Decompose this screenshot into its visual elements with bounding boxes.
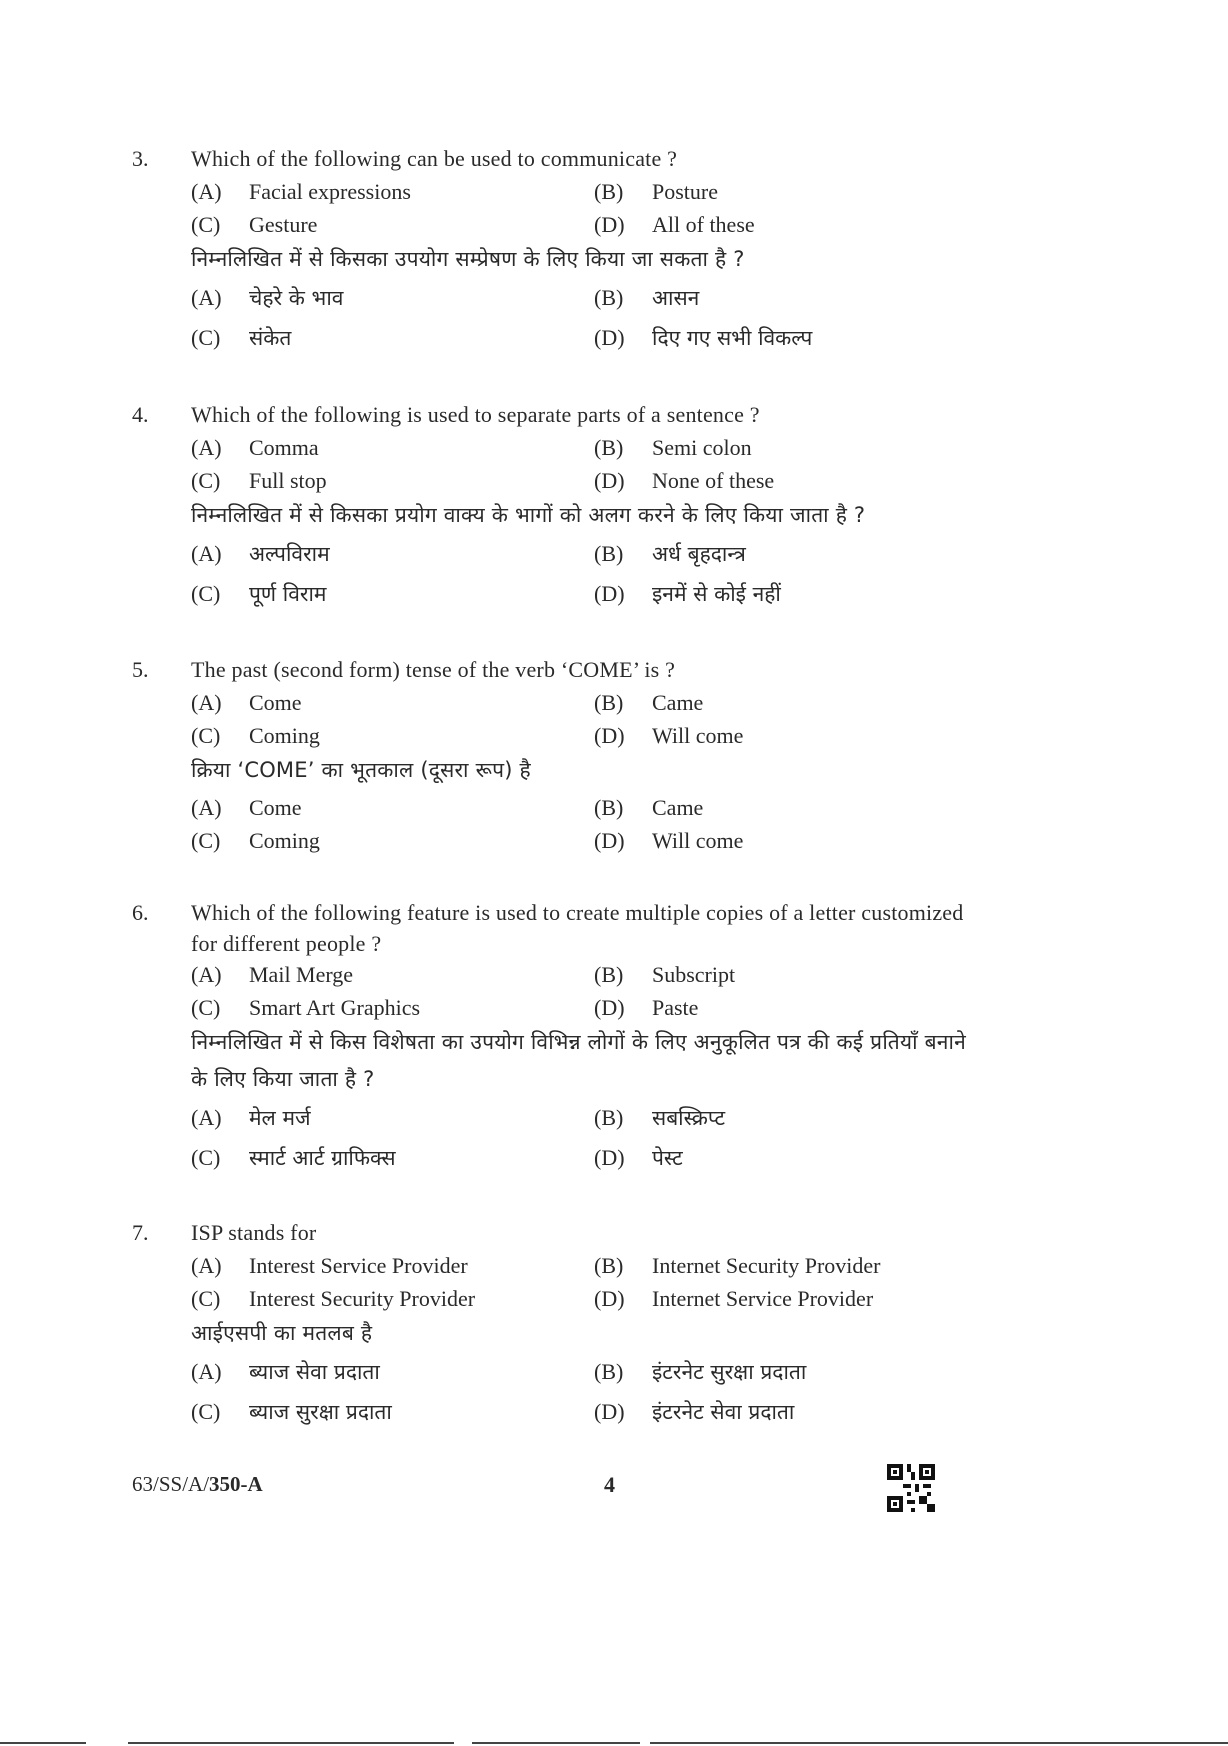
option-a-en bbox=[191, 690, 302, 716]
option-label: (D) bbox=[594, 995, 625, 1020]
option-label: (D) bbox=[594, 1399, 625, 1424]
option-b-en bbox=[594, 179, 718, 205]
option-label: (C) bbox=[191, 1399, 221, 1424]
question-number: 3. bbox=[132, 146, 149, 171]
option-label: (A) bbox=[191, 179, 222, 204]
option-a-en bbox=[191, 179, 411, 205]
option-b-en bbox=[594, 690, 703, 716]
option-text: Internet Service Provider bbox=[652, 1286, 874, 1311]
option-d-hi bbox=[594, 324, 812, 352]
option-label: (C) bbox=[191, 723, 221, 748]
option-label: (D) bbox=[594, 468, 625, 493]
option-label: (C) bbox=[191, 995, 221, 1020]
option-label: (A) bbox=[191, 1359, 222, 1384]
option-b-hi bbox=[594, 1104, 725, 1132]
option-text: चेहरे के भाव bbox=[249, 286, 344, 310]
option-b-hi bbox=[594, 540, 746, 568]
option-c-en bbox=[191, 995, 420, 1021]
question-text-en: ISP stands for bbox=[191, 1220, 317, 1245]
option-label: (B) bbox=[594, 179, 624, 204]
option-text: Semi colon bbox=[652, 435, 752, 460]
page-number: 4 bbox=[604, 1472, 615, 1497]
option-text: Comma bbox=[249, 435, 319, 460]
option-b-hi bbox=[594, 1358, 806, 1386]
option-text: Coming bbox=[249, 828, 320, 853]
option-text: संकेत bbox=[249, 326, 292, 350]
option-text: Coming bbox=[249, 723, 320, 748]
option-c-en bbox=[191, 1286, 475, 1312]
bottom-rule bbox=[650, 1742, 1228, 1744]
option-label: (A) bbox=[191, 435, 222, 460]
option-text: Come bbox=[249, 795, 302, 820]
question-text-hi: निम्नलिखित में से किसका उपयोग सम्प्रेषण के लिए किया जा सकता है ? bbox=[191, 247, 745, 271]
question-text-hi: क्रिया ‘COME’ का भूतकाल (दूसरा रूप) है bbox=[191, 758, 531, 782]
option-label: (C) bbox=[191, 581, 221, 606]
option-text: None of these bbox=[652, 468, 775, 493]
option-label: (D) bbox=[594, 723, 625, 748]
option-text: Came bbox=[652, 795, 704, 820]
question-text-en: for different people ? bbox=[191, 931, 382, 956]
option-text: पूर्ण विराम bbox=[249, 582, 327, 606]
option-d-en bbox=[594, 212, 755, 238]
question-text-hi: आईएसपी का मतलब है bbox=[191, 1321, 373, 1345]
option-label: (D) bbox=[594, 828, 625, 853]
option-c-en bbox=[191, 468, 327, 494]
question-number: 4. bbox=[132, 402, 149, 427]
option-text: अर्ध बृहदान्त्र bbox=[652, 542, 746, 566]
option-label: (A) bbox=[191, 1105, 222, 1130]
option-b-en bbox=[594, 1253, 881, 1279]
option-a-hi bbox=[191, 1104, 311, 1132]
option-b-en bbox=[594, 795, 703, 821]
option-a-en bbox=[191, 962, 353, 988]
option-d-en bbox=[594, 1286, 873, 1312]
option-text: इंटरनेट सेवा प्रदाता bbox=[652, 1400, 795, 1424]
option-a-en bbox=[191, 795, 302, 821]
option-label: (B) bbox=[594, 1105, 624, 1130]
option-label: (B) bbox=[594, 1253, 624, 1278]
option-text: Posture bbox=[652, 179, 718, 204]
option-text: अल्पविराम bbox=[249, 542, 330, 566]
option-text: Came bbox=[652, 690, 704, 715]
question-text-hi: निम्नलिखित में से किस विशेषता का उपयोग विभिन्न लोगों के लिए अनुकूलित पत्र की कई प्रतियाँ बनाने bbox=[191, 1030, 966, 1054]
paper-code-prefix: 63/SS/A/ bbox=[132, 1472, 210, 1496]
option-c-hi bbox=[191, 1398, 392, 1426]
option-text: Interest Service Provider bbox=[249, 1253, 468, 1278]
option-label: (C) bbox=[191, 1145, 221, 1170]
option-a-hi bbox=[191, 1358, 380, 1386]
option-c-en bbox=[191, 723, 320, 749]
option-d-hi bbox=[594, 1398, 794, 1426]
option-text: Internet Security Provider bbox=[652, 1253, 881, 1278]
option-c-hi bbox=[191, 580, 327, 608]
question-text-en: Which of the following feature is used to create multiple copies of a letter customized bbox=[191, 900, 964, 925]
option-text: इंटरनेट सुरक्षा प्रदाता bbox=[652, 1360, 807, 1384]
option-text: Smart Art Graphics bbox=[249, 995, 421, 1020]
option-text: मेल मर्ज bbox=[249, 1106, 311, 1130]
bottom-rule bbox=[472, 1742, 640, 1744]
option-text: Will come bbox=[652, 828, 744, 853]
qr-code-icon bbox=[887, 1464, 935, 1512]
option-label: (B) bbox=[594, 285, 624, 310]
question-number: 6. bbox=[132, 900, 149, 925]
option-b-en bbox=[594, 435, 752, 461]
option-label: (D) bbox=[594, 1145, 625, 1170]
option-label: (A) bbox=[191, 1253, 222, 1278]
option-text: Subscript bbox=[652, 962, 736, 987]
question-number: 5. bbox=[132, 657, 149, 682]
bottom-rule bbox=[128, 1742, 454, 1744]
option-d-hi bbox=[594, 580, 781, 608]
option-text: Paste bbox=[652, 995, 699, 1020]
option-text: Will come bbox=[652, 723, 744, 748]
option-text: ब्याज सुरक्षा प्रदाता bbox=[249, 1400, 392, 1424]
option-label: (C) bbox=[191, 212, 221, 237]
option-label: (A) bbox=[191, 690, 222, 715]
option-label: (A) bbox=[191, 962, 222, 987]
question-text-en: Which of the following is used to separate parts of a sentence ? bbox=[191, 402, 760, 427]
option-label: (C) bbox=[191, 325, 221, 350]
question-text-hi: के लिए किया जाता है ? bbox=[191, 1067, 375, 1091]
option-d-hi bbox=[594, 1144, 683, 1172]
option-c-en bbox=[191, 828, 320, 854]
option-c-en bbox=[191, 212, 317, 238]
option-a-en bbox=[191, 1253, 468, 1279]
option-label: (D) bbox=[594, 212, 625, 237]
option-b-en bbox=[594, 962, 735, 988]
option-label: (B) bbox=[594, 690, 624, 715]
option-text: दिए गए सभी विकल्प bbox=[652, 326, 813, 350]
option-d-en bbox=[594, 995, 698, 1021]
option-text: आसन bbox=[652, 286, 700, 310]
option-a-en bbox=[191, 435, 319, 461]
option-text: Come bbox=[249, 690, 302, 715]
option-text: All of these bbox=[652, 212, 755, 237]
option-label: (D) bbox=[594, 581, 625, 606]
question-number: 7. bbox=[132, 1220, 149, 1245]
option-label: (B) bbox=[594, 795, 624, 820]
option-a-hi bbox=[191, 540, 330, 568]
option-label: (D) bbox=[594, 1286, 625, 1311]
option-label: (B) bbox=[594, 1359, 624, 1384]
option-a-hi bbox=[191, 284, 343, 312]
option-c-hi bbox=[191, 1144, 396, 1172]
bottom-rule bbox=[0, 1742, 86, 1744]
question-text-hi: निम्नलिखित में से किसका प्रयोग वाक्य के भागों को अलग करने के लिए किया जाता है ? bbox=[191, 503, 866, 527]
option-label: (C) bbox=[191, 468, 221, 493]
option-text: Full stop bbox=[249, 468, 327, 493]
option-text: Gesture bbox=[249, 212, 318, 237]
option-d-en bbox=[594, 723, 743, 749]
option-text: पेस्ट bbox=[652, 1146, 683, 1170]
option-b-hi bbox=[594, 284, 699, 312]
option-text: स्मार्ट आर्ट ग्राफिक्स bbox=[249, 1146, 396, 1170]
option-label: (B) bbox=[594, 541, 624, 566]
option-text: Mail Merge bbox=[249, 962, 354, 987]
option-label: (A) bbox=[191, 285, 222, 310]
option-label: (C) bbox=[191, 1286, 221, 1311]
question-text-en: Which of the following can be used to communicate ? bbox=[191, 146, 678, 171]
option-label: (D) bbox=[594, 325, 625, 350]
paper-code-number: 350-A bbox=[209, 1472, 263, 1496]
option-label: (B) bbox=[594, 435, 624, 460]
paper-code bbox=[132, 1472, 263, 1497]
option-label: (A) bbox=[191, 541, 222, 566]
option-d-en bbox=[594, 468, 774, 494]
question-text-en: The past (second form) tense of the verb ‘COME’ is ? bbox=[191, 657, 676, 682]
option-label: (B) bbox=[594, 962, 624, 987]
option-text: Interest Security Provider bbox=[249, 1286, 476, 1311]
option-text: ब्याज सेवा प्रदाता bbox=[249, 1360, 380, 1384]
option-label: (A) bbox=[191, 795, 222, 820]
option-text: इनमें से कोई नहीं bbox=[652, 582, 781, 606]
option-d-en bbox=[594, 828, 743, 854]
option-c-hi bbox=[191, 324, 291, 352]
option-text: सबस्क्रिप्ट bbox=[652, 1106, 726, 1130]
option-text: Facial expressions bbox=[249, 179, 411, 204]
option-label: (C) bbox=[191, 828, 221, 853]
